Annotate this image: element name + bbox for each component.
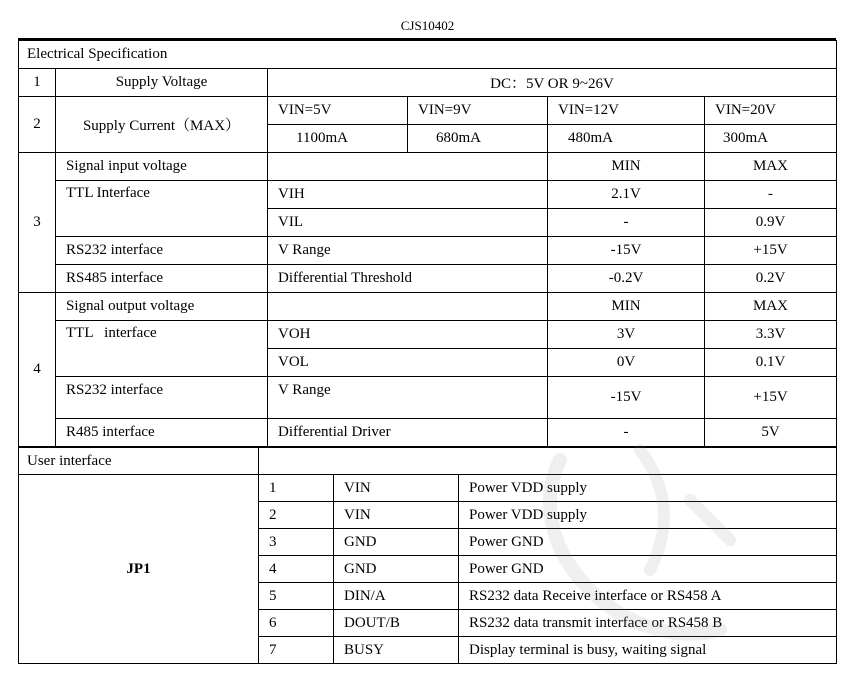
supply-voltage-value: DC：5V OR 9~26V	[268, 69, 837, 97]
pin-name: DIN/A	[334, 583, 459, 610]
empty-cell	[268, 293, 548, 321]
empty-cell	[259, 448, 837, 475]
pin-description: RS232 data Receive interface or RS458 A	[459, 583, 837, 610]
rs232-output-label: RS232 interface	[56, 377, 268, 419]
pin-name: GND	[334, 529, 459, 556]
ttl-voh-row	[19, 321, 837, 349]
input-voltage-header-row	[19, 153, 837, 181]
param-cell: Differential Driver	[268, 419, 548, 447]
row-number: 2	[19, 97, 56, 153]
max-value: +15V	[705, 237, 837, 265]
ttl-vih-row	[19, 181, 837, 209]
min-value: -15V	[548, 237, 705, 265]
max-value: 3.3V	[705, 321, 837, 349]
current-cell: 1100mA	[268, 125, 408, 153]
rs232-input-label: RS232 interface	[56, 237, 268, 265]
min-header: MIN	[548, 153, 705, 181]
pin-description: Power GND	[459, 556, 837, 583]
condition-cell: VIN=5V	[268, 97, 408, 125]
param-cell: VOH	[268, 321, 548, 349]
pin-name: DOUT/B	[334, 610, 459, 637]
rs485-input-label: RS485 interface	[56, 265, 268, 293]
param-cell: VOL	[268, 349, 548, 377]
max-value: 5V	[705, 419, 837, 447]
current-cell: 300mA	[705, 125, 837, 153]
condition-cell: VIN=20V	[705, 97, 837, 125]
pin-number: 2	[259, 502, 334, 529]
spec-section-title: Electrical Specification	[19, 41, 837, 69]
max-value: 0.1V	[705, 349, 837, 377]
min-value: 3V	[548, 321, 705, 349]
param-cell: V Range	[268, 377, 548, 419]
condition-cell: VIN=12V	[548, 97, 705, 125]
condition-cell: VIN=9V	[408, 97, 548, 125]
input-voltage-title: Signal input voltage	[56, 153, 268, 181]
pin-number: 7	[259, 637, 334, 664]
max-value: 0.2V	[705, 265, 837, 293]
ttl-output-label: TTL interface	[56, 321, 268, 377]
spec-title-row	[19, 41, 837, 69]
min-value: 0V	[548, 349, 705, 377]
document-header: CJS10402	[400, 18, 455, 33]
r485-output-row	[19, 419, 837, 447]
max-value: 0.9V	[705, 209, 837, 237]
rs232-input-row	[19, 237, 837, 265]
supply-voltage-row	[19, 69, 837, 97]
row-number: 4	[19, 293, 56, 447]
pin-number: 3	[259, 529, 334, 556]
min-value: -	[548, 209, 705, 237]
output-voltage-title: Signal output voltage	[56, 293, 268, 321]
max-header: MAX	[705, 153, 837, 181]
pin-description: Power VDD supply	[459, 502, 837, 529]
max-value: +15V	[705, 377, 837, 419]
current-cell: 680mA	[408, 125, 548, 153]
rs485-input-row	[19, 265, 837, 293]
output-voltage-header-row	[19, 293, 837, 321]
pin-description: Power GND	[459, 529, 837, 556]
ttl-input-label: TTL Interface	[56, 181, 268, 237]
max-value: -	[705, 181, 837, 209]
pin-number: 6	[259, 610, 334, 637]
pin-name: BUSY	[334, 637, 459, 664]
rs232-output-row	[19, 377, 837, 419]
param-cell: V Range	[268, 237, 548, 265]
pin-name: VIN	[334, 475, 459, 502]
connector-name: JP1	[19, 475, 259, 664]
pin-description: RS232 data transmit interface or RS458 B	[459, 610, 837, 637]
min-value: -15V	[548, 377, 705, 419]
pin-number: 1	[259, 475, 334, 502]
user-interface-table	[18, 447, 837, 664]
ui-section-title: User interface	[19, 448, 259, 475]
electrical-spec-table	[18, 40, 837, 447]
supply-current-conditions-row	[19, 97, 837, 125]
min-value: -0.2V	[548, 265, 705, 293]
ui-title-row	[19, 448, 837, 475]
pin-name: GND	[334, 556, 459, 583]
param-cell: VIL	[268, 209, 548, 237]
pin-row	[19, 475, 837, 502]
pin-description: Power VDD supply	[459, 475, 837, 502]
pin-description: Display terminal is busy, waiting signal	[459, 637, 837, 664]
param-cell: Differential Threshold	[268, 265, 548, 293]
pin-number: 5	[259, 583, 334, 610]
r485-output-label: R485 interface	[56, 419, 268, 447]
min-value: -	[548, 419, 705, 447]
pin-name: VIN	[334, 502, 459, 529]
param-cell: VIH	[268, 181, 548, 209]
supply-current-label: Supply Current（MAX）	[56, 97, 268, 153]
empty-cell	[268, 153, 548, 181]
supply-voltage-label: Supply Voltage	[56, 69, 268, 97]
min-header: MIN	[548, 293, 705, 321]
max-header: MAX	[705, 293, 837, 321]
row-number: 1	[19, 69, 56, 97]
row-number: 3	[19, 153, 56, 293]
current-cell: 480mA	[548, 125, 705, 153]
min-value: 2.1V	[548, 181, 705, 209]
pin-number: 4	[259, 556, 334, 583]
